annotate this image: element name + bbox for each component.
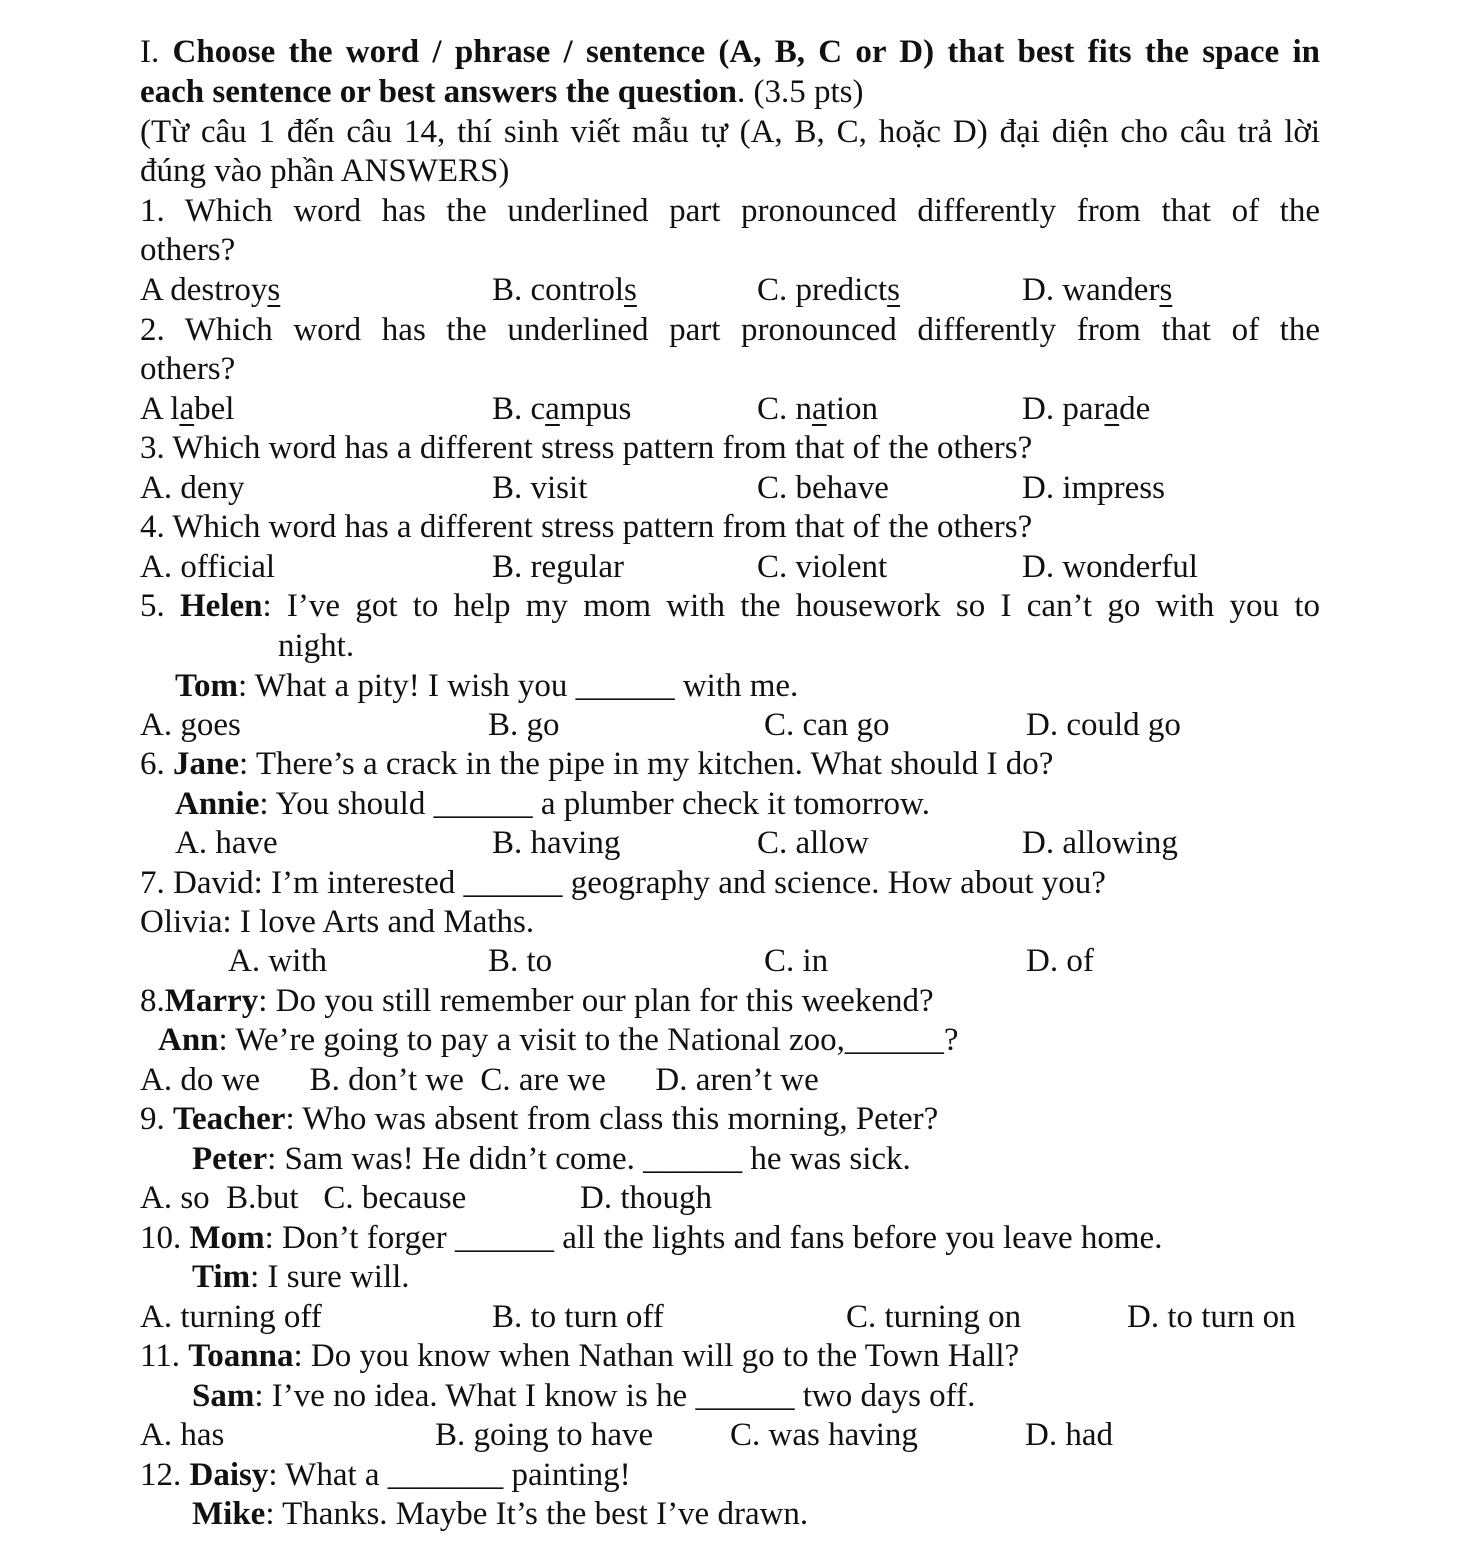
q3-option-a: A. deny (140, 470, 245, 506)
q10-option-d: D. to turn on (1127, 1299, 1296, 1335)
instruction-line-2: đúng vào phần ANSWERS) (140, 153, 510, 189)
q2-option-c: C. nation (757, 391, 879, 427)
q5-option-b: B. go (488, 707, 560, 743)
q10-option-a: A. turning off (140, 1299, 322, 1335)
q8-speaker-marry: Marry (164, 983, 259, 1019)
q7-option-a: A. with (228, 943, 327, 979)
q1-option-d: D. wanders (1022, 272, 1173, 308)
q12-line-1: 12. Daisy: What a _______ painting! (140, 1457, 631, 1493)
q11-speaker-sam: Sam (192, 1378, 255, 1414)
q6-option-a: A. have (175, 825, 278, 861)
q6-speaker-jane: Jane (173, 746, 239, 782)
q9-line-1: 9. Teacher: Who was absent from class this morning, Peter? (140, 1101, 939, 1137)
q2-option-d: D. parade (1022, 391, 1151, 427)
q11-speaker-toanna: Toanna (188, 1338, 294, 1374)
q1-stem: 1. Which word has the underlined part pronounced differently from that of the (140, 193, 1320, 229)
q10-option-c: C. turning on (846, 1299, 1022, 1335)
q9-option-d: D. though (580, 1180, 712, 1216)
q4-option-a: A. official (140, 549, 276, 585)
q3-stem: 3. Which word has a different stress pattern from that of the others? (140, 430, 1033, 466)
q11-option-d: D. had (1025, 1417, 1113, 1453)
q5-line-3: Tom: What a pity! I wish you ______ with me. (175, 668, 799, 704)
q7-option-b: B. to (488, 943, 553, 979)
q5-option-a: A. goes (140, 707, 241, 743)
q1-option-a: A destroys (140, 272, 281, 308)
q7-option-c: C. in (764, 943, 829, 979)
q2-stem: 2. Which word has the underlined part pronounced differently from that of the (140, 312, 1320, 348)
section-numeral: I. (140, 34, 160, 70)
q7-line-2: Olivia: I love Arts and Maths. (140, 904, 535, 940)
q2-stem-continued: others? (140, 351, 236, 387)
q6-line-2: Annie: You should ______ a plumber check it tomorrow. (175, 786, 930, 822)
q9-speaker-peter: Peter (192, 1141, 268, 1177)
q6-option-c: C. allow (757, 825, 869, 861)
q2-option-a: A label (140, 391, 235, 427)
q5-line-1: 5. Helen: I’ve got to help my mom with the housework so I can’t go with you to (140, 588, 1320, 624)
q9-line-2: Peter: Sam was! He didn’t come. ______ he was sick. (192, 1141, 911, 1177)
section-points: . (3.5 pts) (737, 74, 864, 110)
q8-line-1: 8.Marry: Do you still remember our plan for this weekend? (140, 983, 934, 1019)
q9-speaker-teacher: Teacher (173, 1101, 286, 1137)
q1-option-b: B. controls (492, 272, 637, 308)
q11-line-1: 11. Toanna: Do you know when Nathan will go to the Town Hall? (140, 1338, 1020, 1374)
q4-option-c: C. violent (757, 549, 888, 585)
q10-line-1: 10. Mom: Don’t forger ______ all the lights and fans before you leave home. (140, 1220, 1163, 1256)
q6-speaker-annie: Annie (175, 786, 260, 822)
q11-option-c: C. was having (730, 1417, 918, 1453)
section-title-continued: each sentence or best answers the question (140, 74, 738, 110)
q12-line-2: Mike: Thanks. Maybe It’s the best I’ve drawn. (192, 1496, 809, 1532)
q5-line-2: night. (278, 628, 355, 664)
q4-option-d: D. wonderful (1022, 549, 1198, 585)
q3-option-b: B. visit (492, 470, 588, 506)
section-title-line-1 (140, 32, 1320, 72)
q12-speaker-mike: Mike (192, 1496, 266, 1532)
instruction-line-1: (Từ câu 1 đến câu 14, thí sinh viết mẫu tự (A, B, C, hoặc D) đại diện cho câu trả lời (140, 114, 1320, 150)
q8-options: A. do we B. don’t we C. are we D. aren’t we (140, 1062, 819, 1098)
q6-option-d: D. allowing (1022, 825, 1178, 861)
q8-line-2: Ann: We’re going to pay a visit to the National zoo,______? (158, 1022, 959, 1058)
q11-option-b: B. going to have (435, 1417, 654, 1453)
q3-option-c: C. behave (757, 470, 889, 506)
q8-speaker-ann: Ann (158, 1022, 219, 1058)
q5-speaker-helen: Helen (180, 588, 263, 624)
q10-speaker-tim: Tim (192, 1259, 251, 1295)
q6-line-1: 6. Jane: There’s a crack in the pipe in my kitchen. What should I do? (140, 746, 1054, 782)
q5-speaker-tom: Tom (175, 668, 238, 704)
q10-line-2: Tim: I sure will. (192, 1259, 410, 1295)
q1-stem-continued: others? (140, 232, 236, 268)
q12-speaker-daisy: Daisy (189, 1457, 269, 1493)
q11-option-a: A. has (140, 1417, 225, 1453)
q10-option-b: B. to turn off (492, 1299, 664, 1335)
section-title-line-2 (140, 72, 864, 112)
q5-option-d: D. could go (1026, 707, 1181, 743)
q7-line-1: 7. David: I’m interested ______ geography and science. How about you? (140, 865, 1106, 901)
q3-option-d: D. impress (1022, 470, 1165, 506)
q5-option-c: C. can go (764, 707, 890, 743)
q2-option-b: B. campus (492, 391, 632, 427)
q10-speaker-mom: Mom (189, 1220, 265, 1256)
q4-option-b: B. regular (492, 549, 624, 585)
q9-options-abc: A. so B.but C. because (140, 1180, 467, 1216)
q11-line-2: Sam: I’ve no idea. What I know is he ______ two days off. (192, 1378, 976, 1414)
q6-option-b: B. having (492, 825, 621, 861)
q7-option-d: D. of (1026, 943, 1094, 979)
section-title: Choose the word / phrase / sentence (A, B, C or D) that best fits the space in (172, 34, 1320, 70)
q4-stem: 4. Which word has a different stress pattern from that of the others? (140, 509, 1033, 545)
q1-option-c: C. predicts (757, 272, 900, 308)
